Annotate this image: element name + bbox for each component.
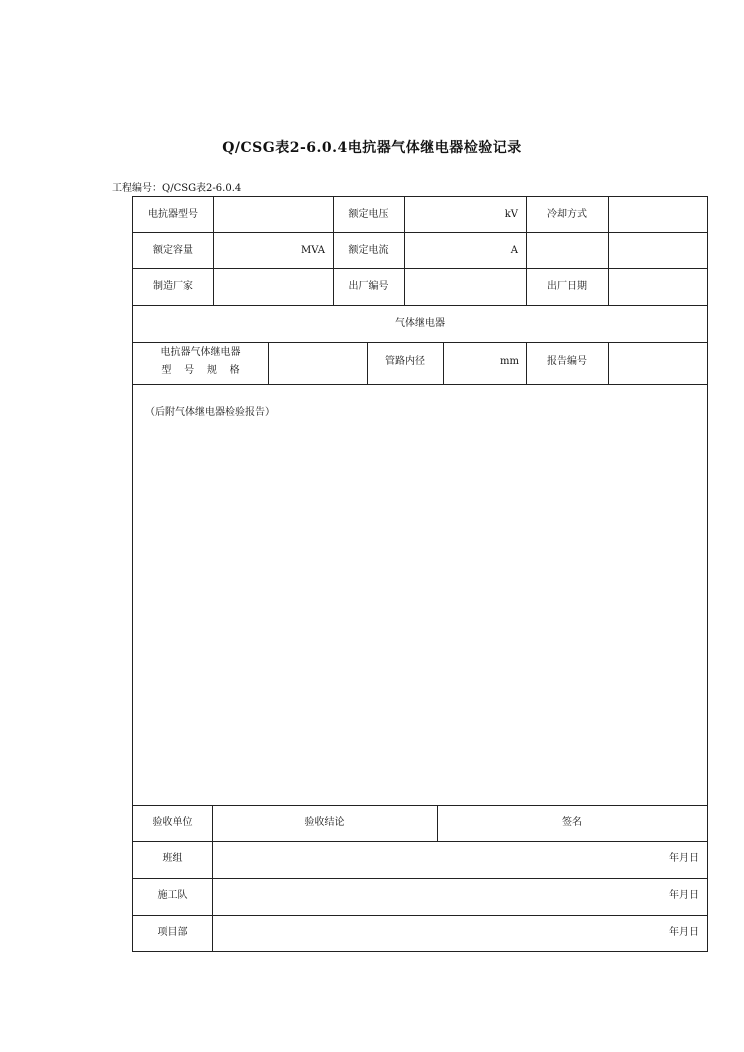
row-divider [133,342,707,343]
diameter-unit: mm [500,356,519,367]
inspection-form-table [132,196,708,952]
acceptance-conclusion-header: 验收结论 [304,817,345,828]
col-divider [608,342,609,384]
signature-header: 签名 [562,817,582,828]
section-title: 气体继电器 [395,318,445,329]
row-divider [133,268,707,269]
row-divider [133,841,707,842]
row-divider [133,232,707,233]
row-divider [133,915,707,916]
row-divider [133,805,707,806]
acceptance-row-date: 年月日 [669,890,699,901]
rated-capacity-label: 额定容量 [153,245,193,256]
acceptance-row-team: 班组 [162,853,183,864]
acceptance-row-date: 年月日 [669,927,699,938]
relay-model-label-line2: 型 号 规 格 [161,365,240,376]
row-divider [133,878,707,879]
current-unit: A [510,245,518,256]
page-title: Q/CSG表2-6.0.4电抗器气体继电器检验记录 [222,140,522,156]
voltage-unit: kV [504,209,518,220]
acceptance-unit-header: 验收单位 [152,817,193,828]
project-number: 工程编号：Q/CSG表2-6.0.4 [112,183,242,194]
row-divider [133,384,707,385]
relay-model-label-line1: 电抗器气体继电器 [160,347,241,358]
col-divider [608,197,609,305]
capacity-unit: MVA [300,245,325,256]
rated-voltage-label: 额定电压 [348,209,389,220]
acceptance-row-date: 年月日 [669,853,699,864]
rated-current-label: 额定电流 [348,245,389,256]
reactor-model-label: 电抗器型号 [148,209,198,220]
col-divider [268,342,269,384]
row-divider [133,305,707,306]
manufacturer-label: 制造厂家 [153,281,193,292]
report-number-label: 报告编号 [547,356,587,367]
report-note: （后附气体继电器检验报告） [145,407,275,418]
cooling-method-label: 冷却方式 [547,209,587,220]
pipe-diameter-label: 管路内径 [385,356,425,367]
acceptance-row-construction-team: 施工队 [157,890,188,901]
serial-number-label: 出厂编号 [348,281,389,292]
acceptance-row-project-dept: 项目部 [157,927,188,938]
manufacture-date-label: 出厂日期 [547,281,587,292]
